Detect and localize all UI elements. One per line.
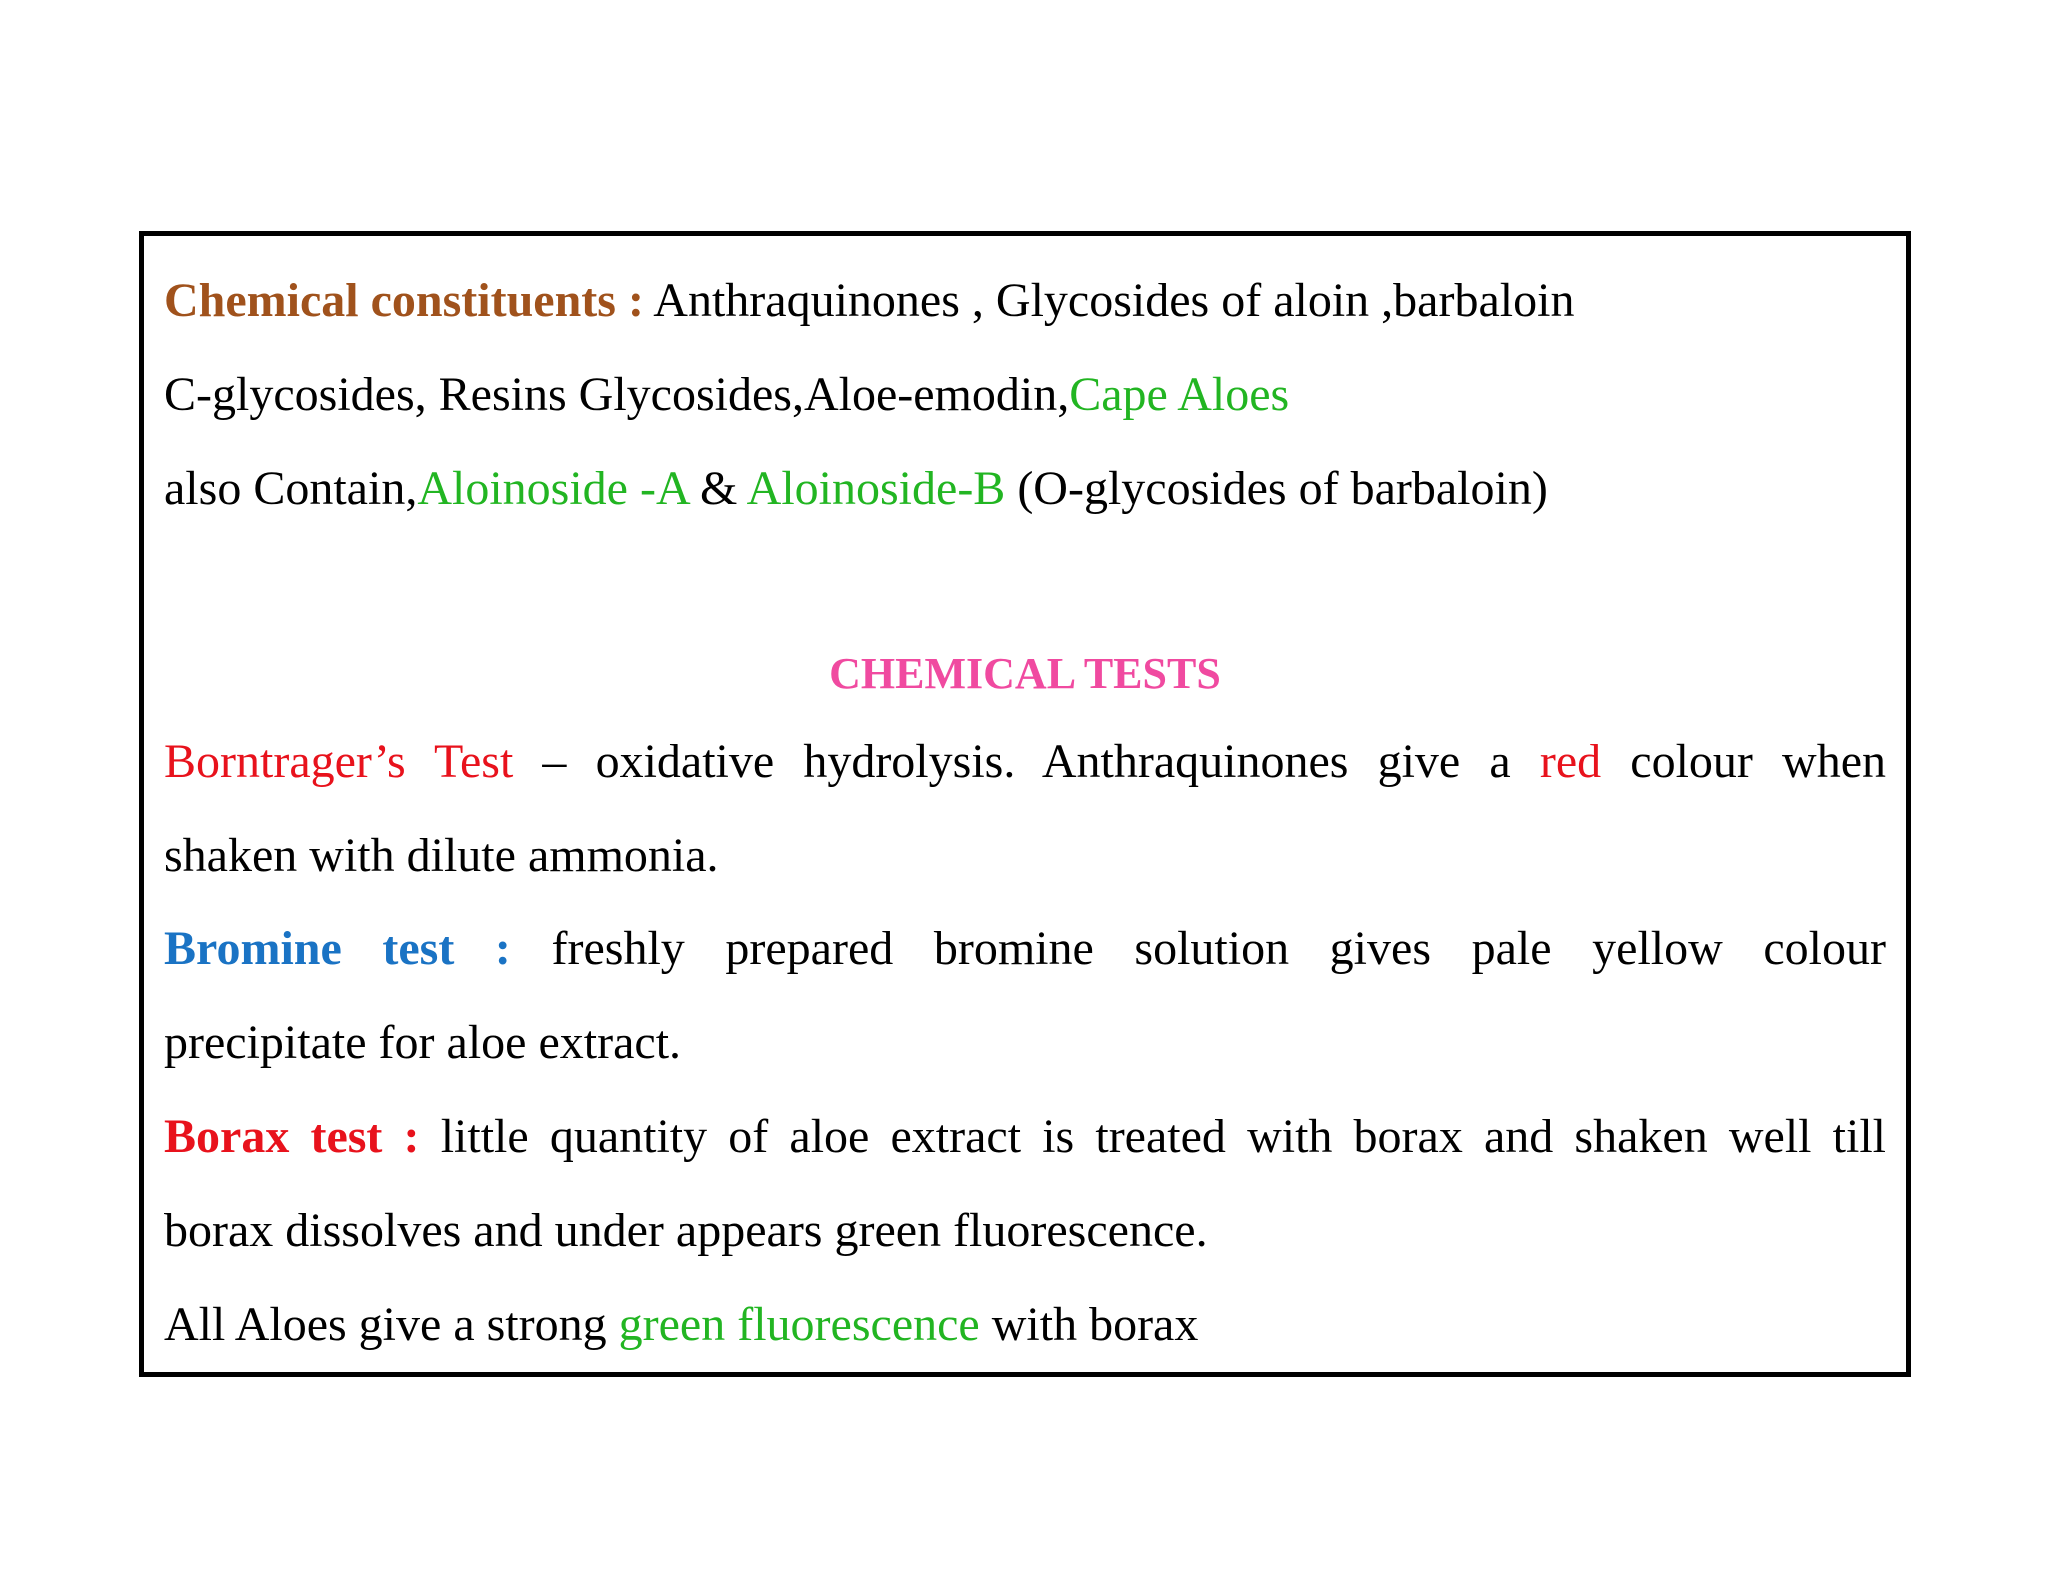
borax-line-1 [164, 1107, 1886, 1167]
bromine-test-name: Bromine test : [164, 922, 511, 975]
constituents-line-2 [164, 365, 1886, 425]
green-fluorescence-text: green fluorescence [618, 1298, 980, 1351]
bromine-line-1 [164, 919, 1886, 979]
borax-test-name: Borax test : [164, 1110, 420, 1163]
borntrager-line-2: shaken with dilute ammonia. [164, 829, 719, 882]
cape-aloes-text: Cape Aloes [1069, 368, 1290, 421]
aloinoside-a-text: Aloinoside -A [417, 462, 688, 515]
content-box [139, 231, 1911, 1377]
aloinoside-b-text: Aloinoside-B [746, 462, 1006, 515]
borax-text-1: little quantity of aloe extract is treated with borax and shaken well till [419, 1110, 1886, 1163]
borax-line-2: borax dissolves and under appears green fluorescence. [164, 1204, 1208, 1257]
final-text-end: with borax [979, 1298, 1199, 1351]
constituents-line-3-mid: & [687, 462, 747, 515]
constituents-line-2-text: C-glycosides, Resins Glycosides,Aloe-emodin, [164, 368, 1070, 421]
final-line [164, 1295, 1886, 1355]
borntrager-line-1 [164, 732, 1886, 792]
final-text-start: All Aloes give a strong [164, 1298, 619, 1351]
constituents-line-3-start: also Contain, [164, 462, 418, 515]
constituents-heading: Chemical constituents : [164, 274, 644, 327]
borntrager-test-name: Borntrager’s Test [164, 735, 514, 788]
bromine-line-2: precipitate for aloe extract. [164, 1016, 682, 1069]
bromine-text-1: freshly prepared bromine solution gives pale yellow colour [510, 922, 1886, 975]
constituents-line-1 [164, 271, 1886, 331]
chemical-tests-title: CHEMICAL TESTS [829, 649, 1221, 698]
constituents-line-3-end: (O-glycosides of barbaloin) [1005, 462, 1548, 515]
borntrager-text-1: – oxidative hydrolysis. Anthraquinones give a [513, 735, 1540, 788]
red-word: red [1539, 735, 1602, 788]
constituents-line-3 [164, 459, 1886, 519]
borntrager-text-2: colour when [1601, 735, 1887, 788]
constituents-line-1-text: Anthraquinones , Glycosides of aloin ,barbaloin [643, 274, 1575, 327]
